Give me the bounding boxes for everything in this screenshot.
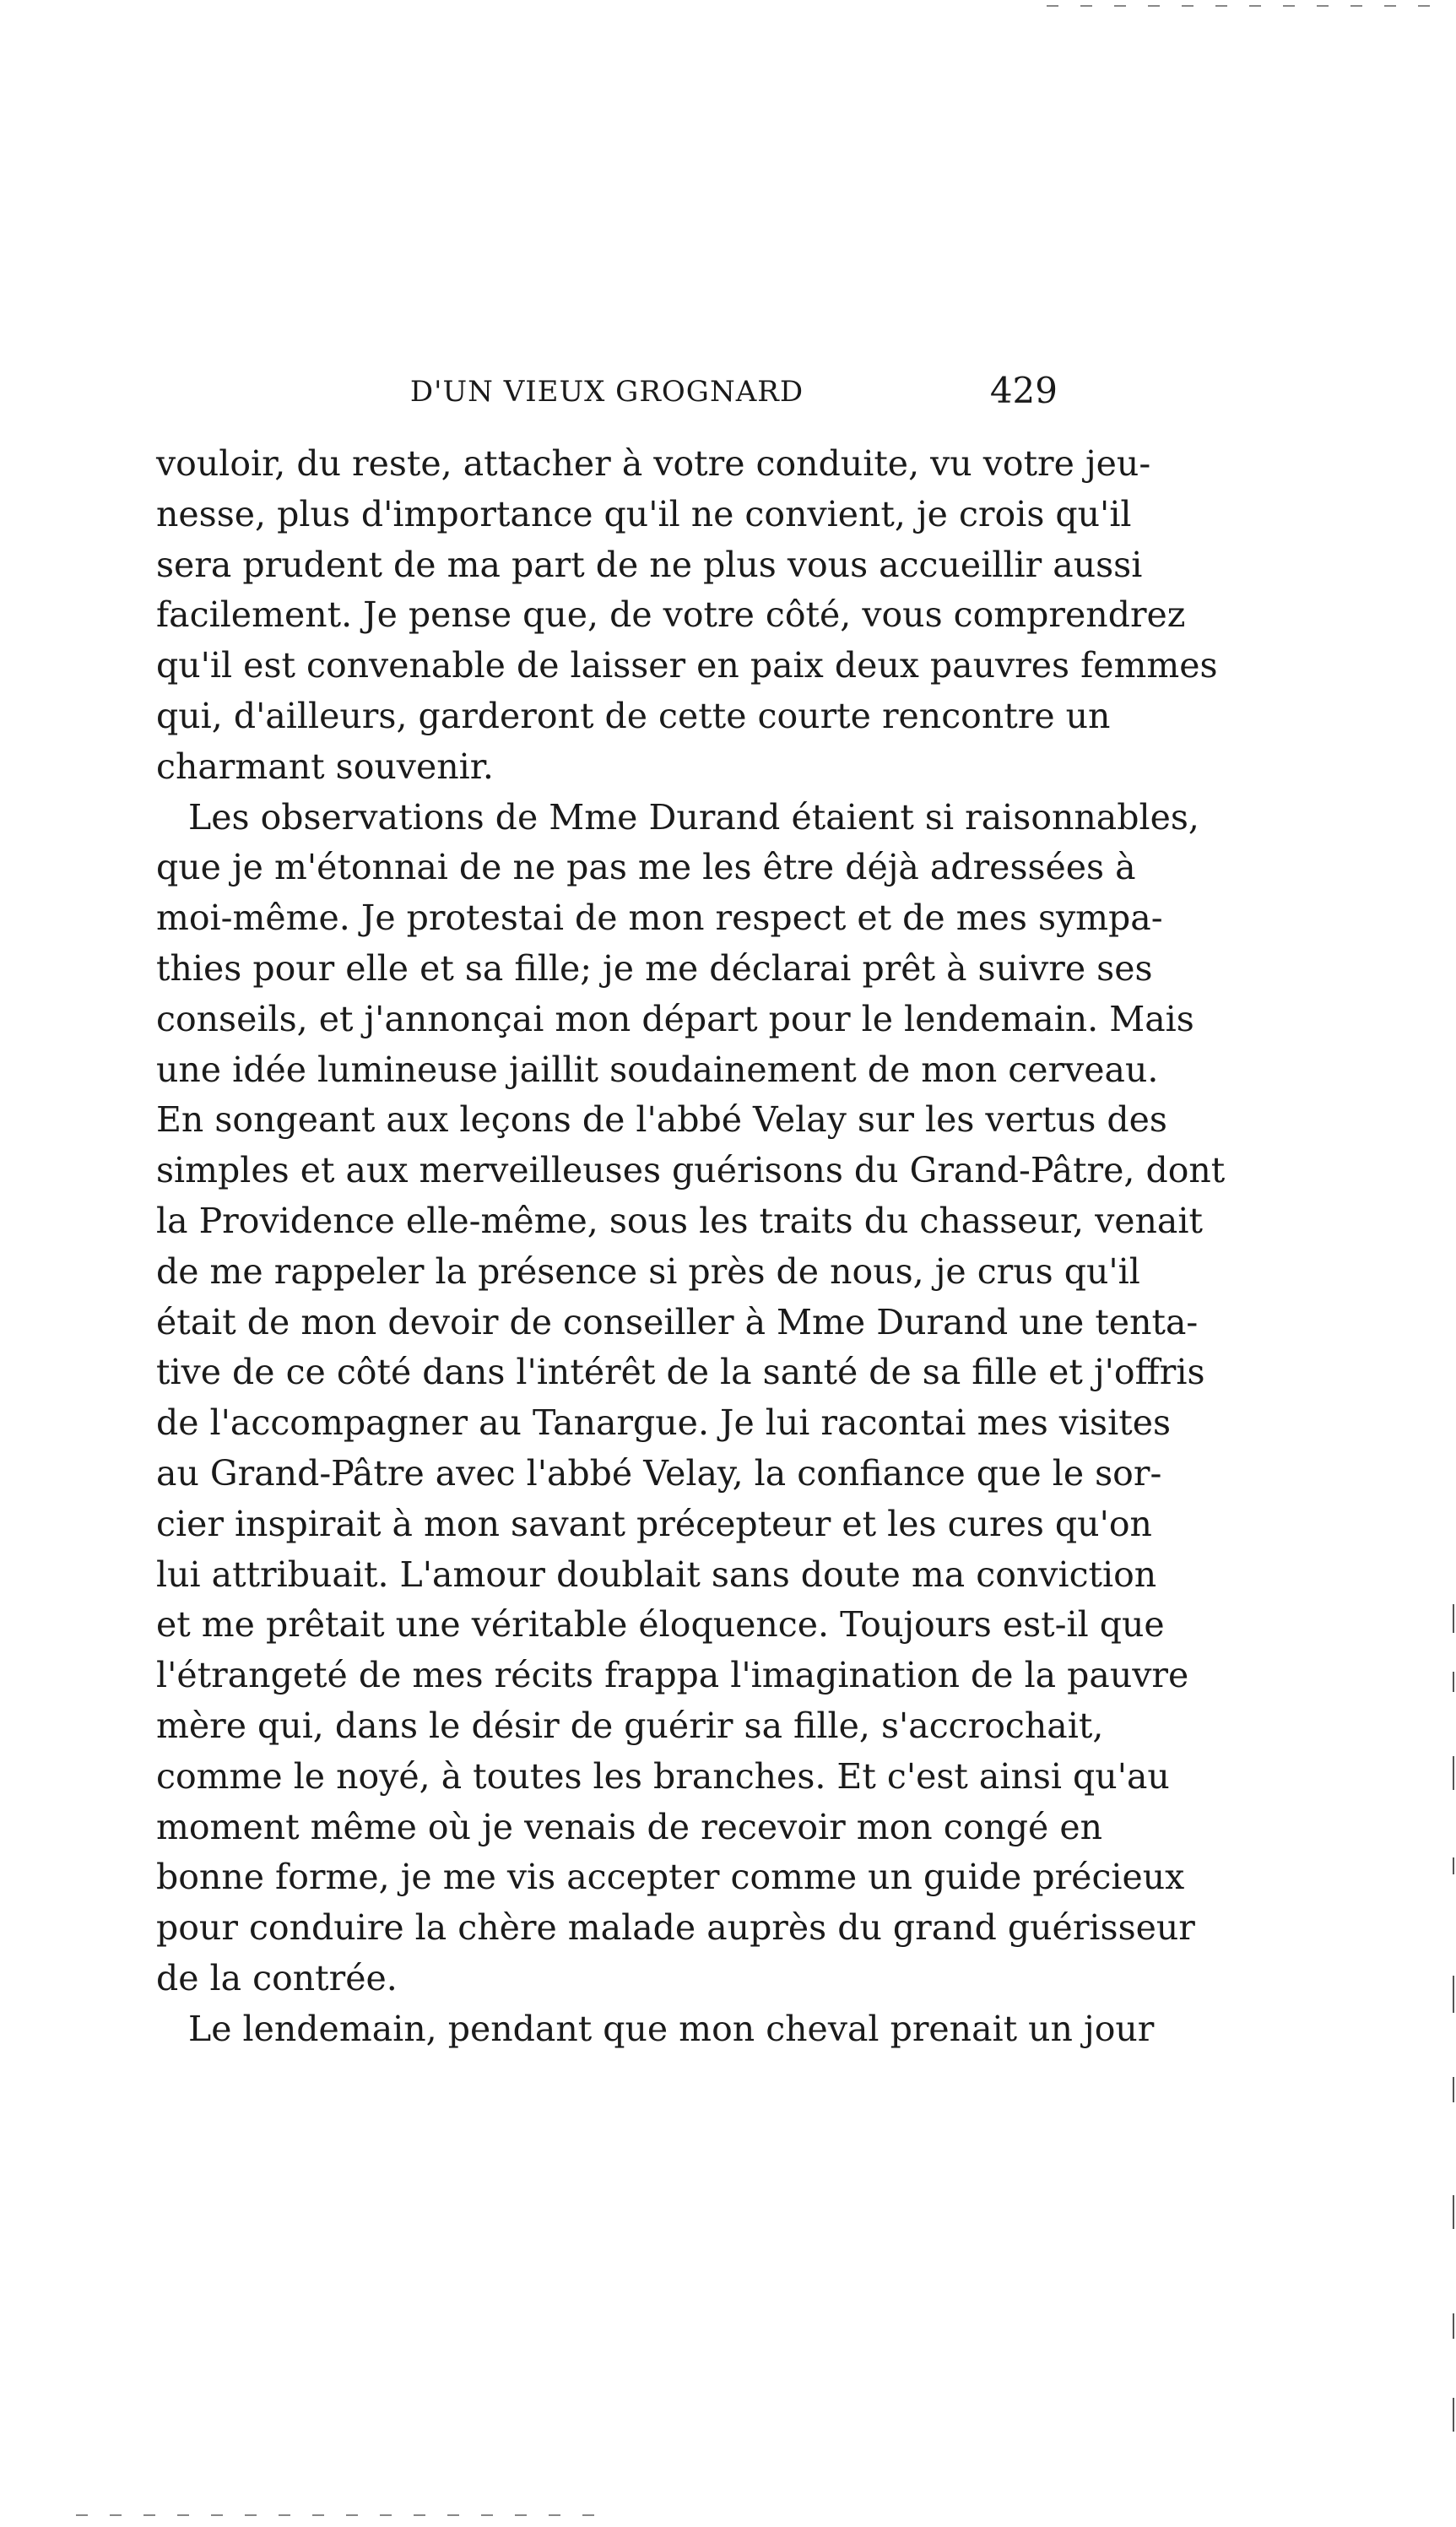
margin-tick [1453, 2077, 1454, 2102]
margin-tick [1453, 1756, 1454, 1790]
text-line: de la contrée. [156, 1957, 398, 1998]
text-line: cier inspirait à mon savant précepteur et les cures qu'on [156, 1503, 1152, 1544]
text-line: bonne forme, je me vis accepter comme un guide précieux [156, 1857, 1185, 1898]
body-text [156, 439, 1226, 2055]
text-line: que je m'étonnai de ne pas me les être déjà adressées à [156, 847, 1136, 888]
text-line: sera prudent de ma part de ne plus vous accueillir aussi [156, 544, 1143, 585]
scan-artifact-top [1047, 5, 1452, 7]
text-line: de l'accompagner au Tanargue. Je lui racontai mes visites [156, 1402, 1171, 1444]
margin-tick [1453, 1976, 1454, 2013]
text-line: comme le noyé, à toutes les branches. Et c'est ainsi qu'au [156, 1755, 1170, 1797]
text-line: et me prêtait une véritable éloquence. Toujours est-il que [156, 1604, 1165, 1646]
margin-tick [1453, 1857, 1454, 1874]
margin-tick [1453, 2313, 1454, 2339]
text-line: tive de ce côté dans l'intérêt de la santé de sa fille et j'offris [156, 1352, 1205, 1393]
text-line: charmant souvenir. [156, 746, 494, 787]
text-line: pour conduire la chère malade auprès du grand guérisseur [156, 1907, 1195, 1949]
text-line: thies pour elle et sa fille; je me déclarai prêt à suivre ses [156, 947, 1153, 989]
text-line: qu'il est convenable de laisser en paix deux pauvres femmes [156, 645, 1218, 686]
text-line: qui, d'ailleurs, garderont de cette courte rencontre un [156, 695, 1111, 736]
text-line: mère qui, dans le désir de guérir sa fille, s'accrochait, [156, 1705, 1104, 1746]
scan-artifact-bottom [76, 2514, 616, 2516]
margin-tick [1453, 2398, 1454, 2432]
margin-scan-marks [1451, 1604, 1456, 2448]
running-head [156, 365, 1058, 424]
text-line: simples et aux merveilleuses guérisons du Grand-Pâtre, dont [156, 1150, 1226, 1191]
paragraph-start-line: Les observations de Mme Durand étaient si raisonnables, [188, 796, 1199, 838]
text-line: nesse, plus d'importance qu'il ne convient, je crois qu'il [156, 493, 1132, 534]
text-line: En songeant aux leçons de l'abbé Velay sur les vertus des [156, 1099, 1167, 1141]
margin-tick [1453, 1604, 1454, 1633]
text-line: moment même où je venais de recevoir mon congé en [156, 1806, 1103, 1847]
margin-tick [1453, 1672, 1454, 1692]
text-line: au Grand-Pâtre avec l'abbé Velay, la confiance que le sor- [156, 1452, 1162, 1494]
text-line: vouloir, du reste, attacher à votre conduite, vu votre jeu- [156, 443, 1151, 484]
text-line: était de mon devoir de conseiller à Mme Durand une tenta- [156, 1301, 1199, 1342]
margin-tick [1453, 2195, 1454, 2229]
running-title: D'UN VIEUX GROGNARD [409, 375, 804, 409]
text-line: conseils, et j'annonçai mon départ pour le lendemain. Mais [156, 998, 1194, 1039]
page-number: 429 [989, 370, 1058, 411]
text-line: de me rappeler la présence si près de nous, je crus qu'il [156, 1250, 1140, 1292]
text-line: facilement. Je pense que, de votre côté, vous comprendrez [156, 594, 1186, 636]
paragraph-start-line: Le lendemain, pendant que mon cheval prenait un jour [188, 2008, 1155, 2049]
text-line: lui attribuait. L'amour doublait sans doute ma conviction [156, 1554, 1157, 1595]
text-line: la Providence elle-même, sous les traits du chasseur, venait [156, 1200, 1203, 1241]
text-line: l'étrangeté de mes récits frappa l'imagination de la pauvre [156, 1655, 1189, 1696]
text-line: moi-même. Je protestai de mon respect et de mes sympa- [156, 897, 1163, 939]
text-line: une idée lumineuse jaillit soudainement de mon cerveau. [156, 1049, 1159, 1090]
